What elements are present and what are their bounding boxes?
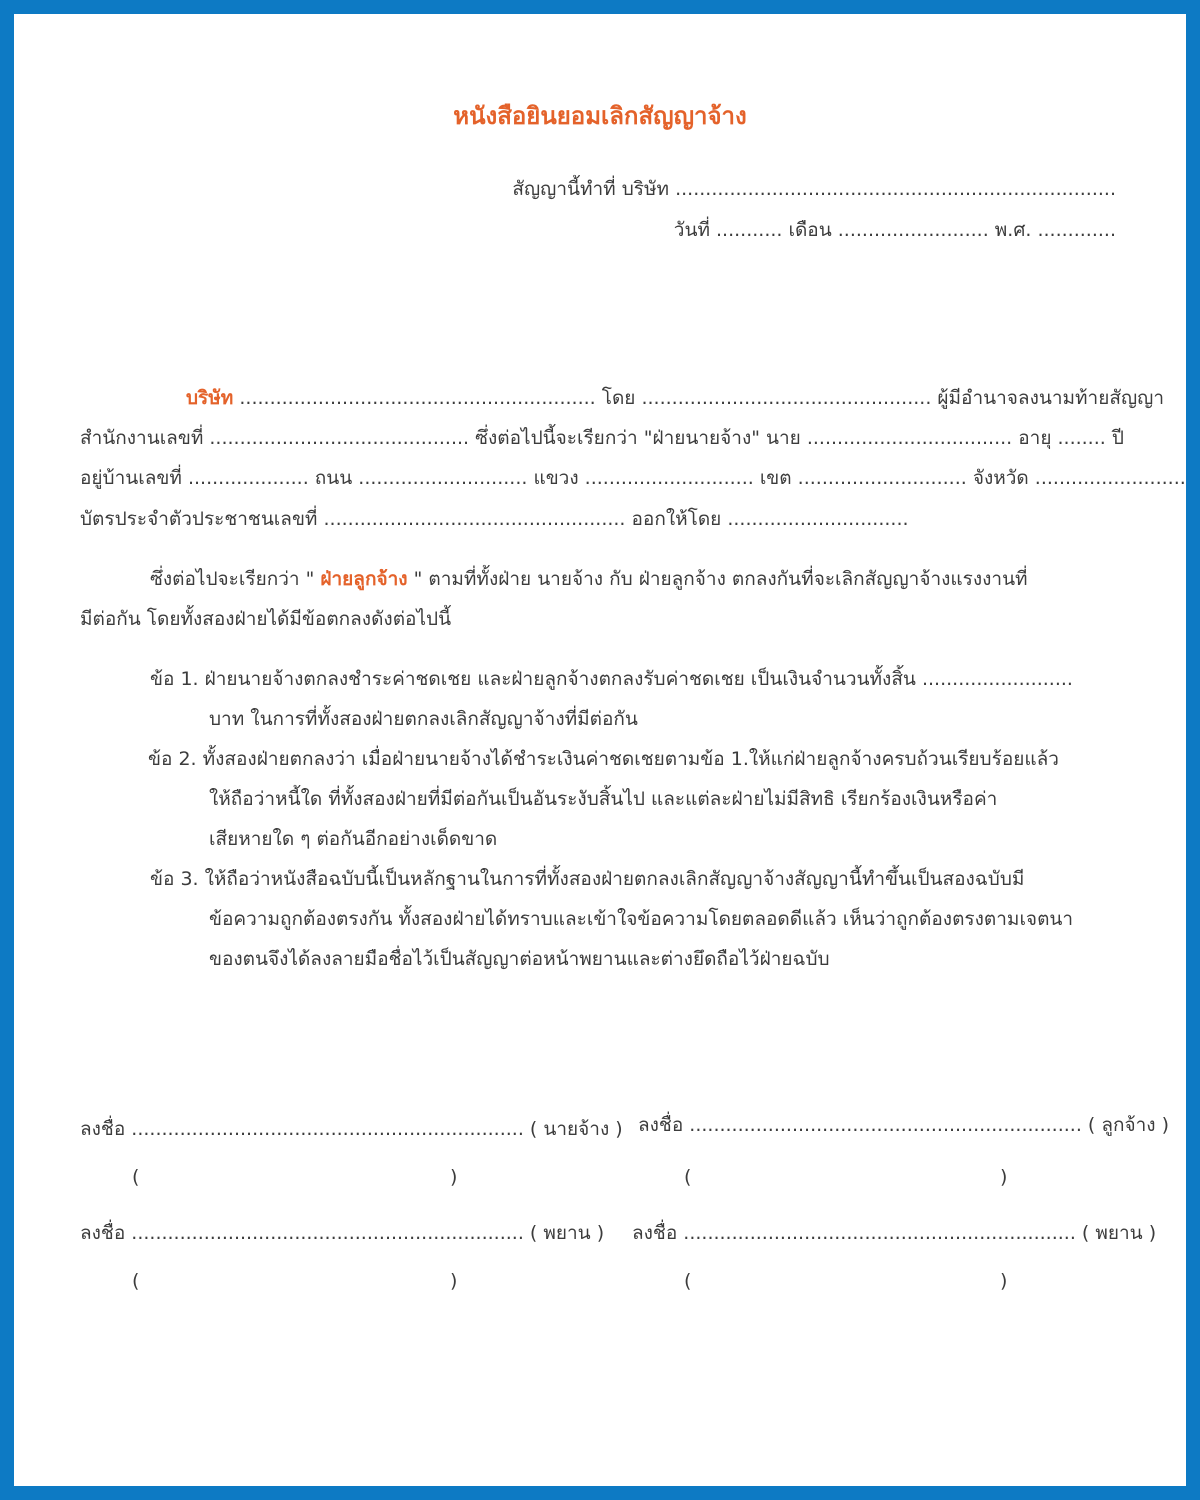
parties-line-3: อยู่บ้านเลขที่ .................... ถนน ............................ แขวง ............................ เขต ............................ จังหวัด ......................... bbox=[80, 467, 1186, 489]
signature-employee bbox=[638, 1112, 1169, 1138]
signature-dots: ................................................................. bbox=[131, 1222, 524, 1244]
parties-line-1-rest: ........................................................... โดย ................................................ ผู้มีอำนาจลงนามท้ายสัญญา bbox=[233, 387, 1164, 409]
signature-employer bbox=[80, 1116, 623, 1142]
intro-after: " ตามที่ทั้งฝ่าย นายจ้าง กับ ฝ่ายลูกจ้าง ตกลงกันที่จะเลิกสัญญาจ้างแรงงานที่ bbox=[407, 568, 1028, 590]
signature-dots: ................................................................. bbox=[131, 1118, 524, 1140]
intro-line-1 bbox=[150, 566, 1028, 592]
parties-line-4: บัตรประจำตัวประชาชนเลขที่ .................................................. ออกให้โดย .............................. bbox=[80, 508, 909, 530]
clause-3-line-2: ข้อความถูกต้องตรงกัน ทั้งสองฝ่ายได้ทราบและเข้าใจข้อความโดยตลอดดีแล้ว เห็นว่าถูกต้องตรงตามเจตนา bbox=[209, 908, 1074, 930]
clause-2-line-2: ให้ถือว่าหนี้ใด ที่ทั้งสองฝ่ายที่มีต่อกันเป็นอันระงับสิ้นไป และแต่ละฝ่ายไม่มีสิทธิ เรียกร้องเงินหรือค่า bbox=[209, 788, 998, 810]
paren-close: ) bbox=[450, 1270, 458, 1292]
paren-close: ) bbox=[450, 1166, 458, 1188]
clause-3-line-1: ข้อ 3. ให้ถือว่าหนังสือฉบับนี้เป็นหลักฐานในการที่ทั้งสองฝ่ายตกลงเลิกสัญญาจ้างสัญญานี้ทำขึ้นเป็นสองฉบับมี bbox=[150, 868, 1025, 890]
sign-label: ลงชื่อ bbox=[80, 1222, 126, 1244]
clause-2-line-1: ข้อ 2. ทั้งสองฝ่ายตกลงว่า เมื่อฝ่ายนายจ้างได้ชำระเงินค่าชดเชยตามข้อ 1.ให้แก่ฝ่ายลูกจ้างครบถ้วนเรียบร้อยแล้ว bbox=[148, 748, 1059, 770]
paren-open: ( bbox=[684, 1166, 692, 1188]
clause-2-line-3: เสียหายใด ๆ ต่อกันอีกอย่างเด็ดขาด bbox=[209, 828, 498, 850]
document-page bbox=[14, 14, 1186, 1486]
clause-3-line-3: ของตนจึงได้ลงลายมือชื่อไว้เป็นสัญญาต่อหน้าพยานและต่างยึดถือไว้ฝ่ายฉบับ bbox=[209, 948, 830, 970]
parties-line-1 bbox=[186, 385, 1164, 411]
role-employer: ( นายจ้าง ) bbox=[529, 1118, 623, 1140]
paren-open: ( bbox=[132, 1270, 140, 1292]
paren-close: ) bbox=[1000, 1270, 1008, 1292]
clause-1-line-2: บาท ในการที่ทั้งสองฝ่ายตกลงเลิกสัญญาจ้างที่มีต่อกัน bbox=[209, 708, 638, 730]
date-line: วันที่ ........... เดือน ......................... พ.ศ. ............. bbox=[673, 219, 1116, 241]
signature-witness-2 bbox=[632, 1220, 1156, 1246]
signature-dots: ................................................................. bbox=[683, 1222, 1076, 1244]
parties-line-2: สำนักงานเลขที่ ........................................... ซึ่งต่อไปนี้จะเรียกว่า "ฝ่ายนายจ้าง" นาย .................................. อายุ ........ ปี bbox=[80, 427, 1124, 449]
company-label: บริษัท bbox=[186, 387, 234, 409]
signature-witness-1 bbox=[80, 1220, 604, 1246]
employee-label: ฝ่ายลูกจ้าง bbox=[320, 568, 408, 590]
role-witness: ( พยาน ) bbox=[529, 1222, 605, 1244]
paren-open: ( bbox=[684, 1270, 692, 1292]
paren-open: ( bbox=[132, 1166, 140, 1188]
signature-dots: ................................................................. bbox=[689, 1114, 1082, 1136]
intro-before: ซึ่งต่อไปจะเรียกว่า " bbox=[150, 568, 321, 590]
sign-label: ลงชื่อ bbox=[632, 1222, 678, 1244]
sign-label: ลงชื่อ bbox=[80, 1118, 126, 1140]
role-employee: ( ลูกจ้าง ) bbox=[1087, 1114, 1170, 1136]
made-at-line: สัญญานี้ทำที่ บริษัท ......................................................................... bbox=[512, 178, 1116, 200]
sign-label: ลงชื่อ bbox=[638, 1114, 684, 1136]
document-title: หนังสือยินยอมเลิกสัญญาจ้าง bbox=[453, 102, 747, 130]
paren-close: ) bbox=[1000, 1166, 1008, 1188]
role-witness: ( พยาน ) bbox=[1081, 1222, 1157, 1244]
clause-1-line-1: ข้อ 1. ฝ่ายนายจ้างตกลงชำระค่าชดเชย และฝ่ายลูกจ้างตกลงรับค่าชดเชย เป็นเงินจำนวนทั้งสิ้น ......................... bbox=[150, 668, 1073, 690]
intro-line-2: มีต่อกัน โดยทั้งสองฝ่ายได้มีข้อตกลงดังต่อไปนี้ bbox=[80, 608, 452, 630]
